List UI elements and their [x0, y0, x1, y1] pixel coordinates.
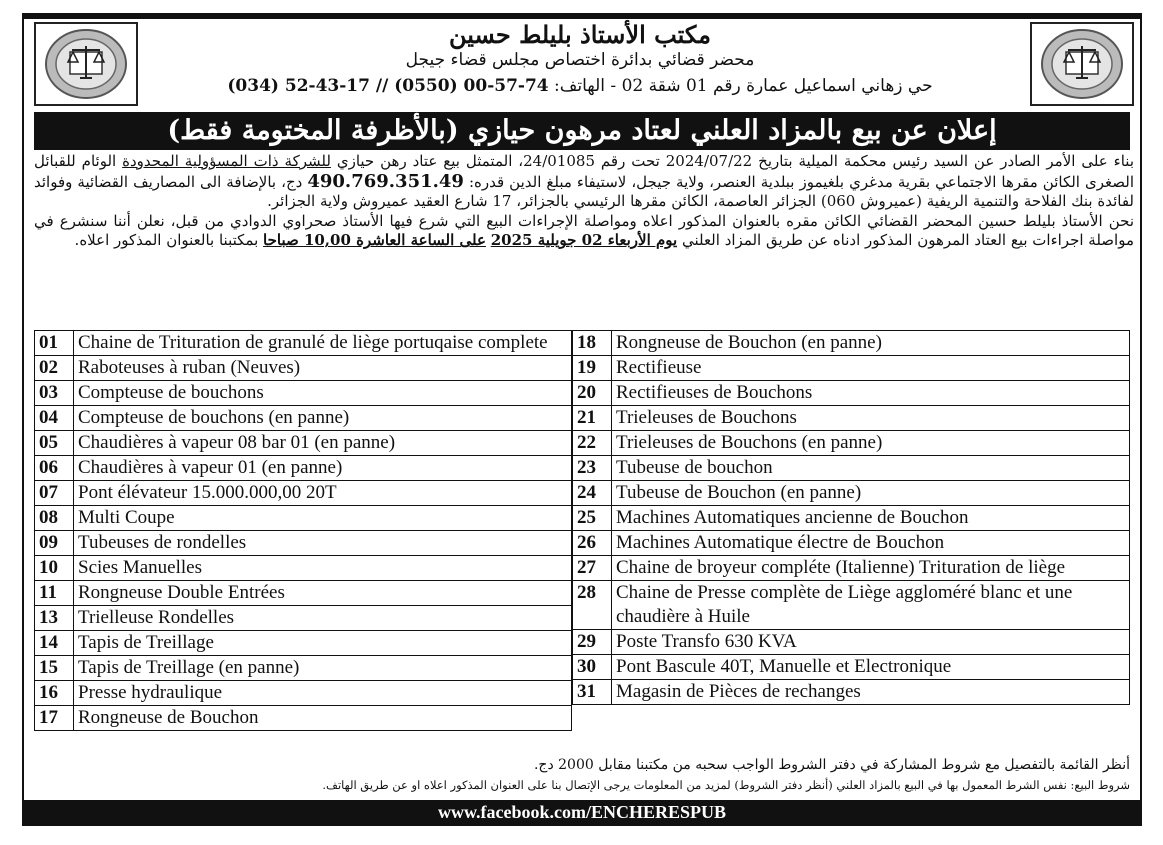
lot-row [573, 381, 1130, 406]
lot-label: Pont Bascule 40T, Manuelle et Electronique [612, 655, 1130, 680]
announcement-title: إعلان عن بيع بالمزاد العلني لعتاد مرهون حيازي (بالأظرفة المختومة فقط) [34, 112, 1130, 150]
lot-label: Presse hydraulique [74, 681, 572, 706]
lot-number: 23 [573, 456, 612, 481]
company-name-underlined: للشركة ذات المسؤولية المحدودة [122, 152, 331, 170]
lot-label: Tubeuse de bouchon [612, 456, 1130, 481]
office-name: مكتب الأستاذ بليلط حسين [448, 20, 712, 49]
lot-number: 30 [573, 655, 612, 680]
lot-number: 31 [573, 680, 612, 705]
sale-time: على الساعة العاشرة 10,00 صباحا [263, 231, 486, 250]
lot-number: 20 [573, 381, 612, 406]
lot-row [573, 581, 1130, 630]
lot-number: 18 [573, 331, 612, 356]
lot-row [573, 556, 1130, 581]
paragraph-text: بمكتبنا بالعنوان المذكور اعلاه. [74, 231, 264, 250]
lot-row [35, 606, 572, 631]
lot-label: Chaine de Trituration de granulé de liège portuqaise complete [74, 331, 572, 356]
lot-number: 14 [35, 631, 74, 656]
lot-row [573, 531, 1130, 556]
lot-number: 25 [573, 506, 612, 531]
lot-number: 22 [573, 431, 612, 456]
lot-row [573, 630, 1130, 655]
lot-row [35, 381, 572, 406]
lot-number: 01 [35, 331, 74, 356]
lot-label: Rongneuse de Bouchon (en panne) [612, 331, 1130, 356]
lot-label: Chaudières à vapeur 01 (en panne) [74, 456, 572, 481]
office-address [150, 76, 1010, 96]
lot-label: Chaudières à vapeur 08 bar 01 (en panne) [74, 431, 572, 456]
paragraph-text: نحن الأستاذ بليلط حسين المحضر القضائي الكائن مقره بالعنوان المذكور اعلاه ومواصلة الإجراءات البيع التي شرع فيها الأستاذ صحراوي الدوادي من قبل، نعلن أننا سنشرع في مواصلة اجراءات بيع العتاد المرهون المذكور ادناه عن طريق المزاد العلني [34, 211, 1134, 250]
lot-number: 02 [35, 356, 74, 381]
announcement-body [34, 152, 1134, 251]
debt-amount: 490.769.351.49 [307, 170, 464, 192]
lot-number: 27 [573, 556, 612, 581]
lot-row [573, 331, 1130, 356]
address-phones: (034) 52-43-17 // (0550) 00-57-74 [227, 76, 549, 96]
lot-number: 19 [573, 356, 612, 381]
paragraph-sale-notice [34, 212, 1134, 251]
lot-row [573, 481, 1130, 506]
lot-label: Chaine de Presse complète de Liège aggloméré blanc et une chaudière à Huile [612, 581, 1130, 630]
lot-label: Compteuse de bouchons [74, 381, 572, 406]
lot-number: 17 [35, 706, 74, 731]
lot-label: Pont élévateur 15.000.000,00 20T [74, 481, 572, 506]
lot-number: 11 [35, 581, 74, 606]
lot-row [573, 456, 1130, 481]
lot-label: Compteuse de bouchons (en panne) [74, 406, 572, 431]
lot-label: Raboteuses à ruban (Neuves) [74, 356, 572, 381]
lot-label: Chaine de broyeur compléte (Italienne) Trituration de liège [612, 556, 1130, 581]
lot-row [573, 406, 1130, 431]
lot-number: 09 [35, 531, 74, 556]
lot-number: 06 [35, 456, 74, 481]
scales-of-justice-emblem-icon [34, 22, 138, 106]
lot-label: Machines Automatiques ancienne de Bouchon [612, 506, 1130, 531]
paragraph-text: الوئام للقبائل الصغرى الكائن مقرها الاجتماعي بقرية مدغري بلغيموز ببلدية العنصر، ولاية جيجل، لاستيفاء مبلغ الدين قدره: [34, 152, 1134, 191]
lot-row [35, 481, 572, 506]
lot-number: 04 [35, 406, 74, 431]
lot-row [35, 431, 572, 456]
lot-label: Machines Automatique électre de Bouchon [612, 531, 1130, 556]
paragraph-order [34, 152, 1134, 212]
lot-number: 15 [35, 656, 74, 681]
lot-row [573, 356, 1130, 381]
lot-number: 16 [35, 681, 74, 706]
lot-label: Scies Manuelles [74, 556, 572, 581]
lot-label: Trieleuses de Bouchons [612, 406, 1130, 431]
lots-table-right [572, 330, 1130, 705]
office-subtitle: محضر قضائي بدائرة اختصاص مجلس قضاء جيجل [405, 50, 755, 70]
lot-number: 07 [35, 481, 74, 506]
lots-table-left [34, 330, 572, 731]
lot-row [35, 631, 572, 656]
footer-spec-note: أنظر القائمة بالتفصيل مع شروط المشاركة في دفتر الشروط الواجب سحبه من مكتبنا مقابل 2000 دج. [533, 757, 1130, 773]
lot-label: Rongneuse de Bouchon [74, 706, 572, 731]
lot-label: Rongneuse Double Entrées [74, 581, 572, 606]
lot-label: Tubeuses de rondelles [74, 531, 572, 556]
lot-row [573, 431, 1130, 456]
lot-number: 03 [35, 381, 74, 406]
lot-number: 13 [35, 606, 74, 631]
lot-row [35, 656, 572, 681]
lot-row [573, 506, 1130, 531]
lot-label: Tapis de Treillage [74, 631, 572, 656]
lot-label: Rectifieuses de Bouchons [612, 381, 1130, 406]
lot-number: 28 [573, 581, 612, 630]
paragraph-text: بناء على الأمر الصادر عن السيد رئيس محكمة الميلية بتاريخ 2024/07/22 تحت رقم 24/01085، المتمثل بيع عتاد رهن حيازي [330, 152, 1135, 170]
lot-label: Trieleuses de Bouchons (en panne) [612, 431, 1130, 456]
lot-number: 26 [573, 531, 612, 556]
facebook-link[interactable]: www.facebook.com/ENCHERESPUB [22, 800, 1142, 824]
lot-label: Magasin de Pièces de rechanges [612, 680, 1130, 705]
sale-date: يوم الأربعاء 02 جويلية 2025 [490, 231, 678, 250]
address-prefix: حي زهاني اسماعيل عمارة رقم 01 شقة 02 - الهاتف: [554, 76, 933, 96]
lot-row [35, 556, 572, 581]
lot-number: 24 [573, 481, 612, 506]
lot-number: 21 [573, 406, 612, 431]
paragraph-text: دج، بالإضافة الى المصاريف القضائية وفوائد لفائدة بنك الفلاحة والتنمية الريفية (عميروش 060) الجزائر العاصمة، الكائن مقرها الرئيسي بالجزائر، 17 شارع العقيد عميروش ولاية الجزائر. [34, 172, 1134, 211]
lot-label: Multi Coupe [74, 506, 572, 531]
lot-row [35, 456, 572, 481]
lot-number: 29 [573, 630, 612, 655]
lot-label: Tapis de Treillage (en panne) [74, 656, 572, 681]
lot-row [35, 506, 572, 531]
lot-number: 08 [35, 506, 74, 531]
lot-row [35, 581, 572, 606]
lot-row [35, 706, 572, 731]
lot-row [573, 680, 1130, 705]
lot-row [35, 356, 572, 381]
lot-label: Trielleuse Rondelles [74, 606, 572, 631]
lot-label: Poste Transfo 630 KVA [612, 630, 1130, 655]
scales-of-justice-emblem-icon [1030, 22, 1134, 106]
lot-label: Tubeuse de Bouchon (en panne) [612, 481, 1130, 506]
lot-row [35, 681, 572, 706]
lot-number: 10 [35, 556, 74, 581]
lot-row [35, 331, 572, 356]
lot-number: 05 [35, 431, 74, 456]
lot-row [573, 655, 1130, 680]
lot-row [35, 406, 572, 431]
lot-label: Rectifieuse [612, 356, 1130, 381]
footer-sale-conditions: شروط البيع: نفس الشرط المعمول بها في البيع بالمزاد العلني (أنظر دفتر الشروط) لمزيد من المعلومات يرجى الإتصال بنا على العنوان المذكور اعلاه او عن طريق الهاتف. [322, 778, 1130, 792]
lot-row [35, 531, 572, 556]
